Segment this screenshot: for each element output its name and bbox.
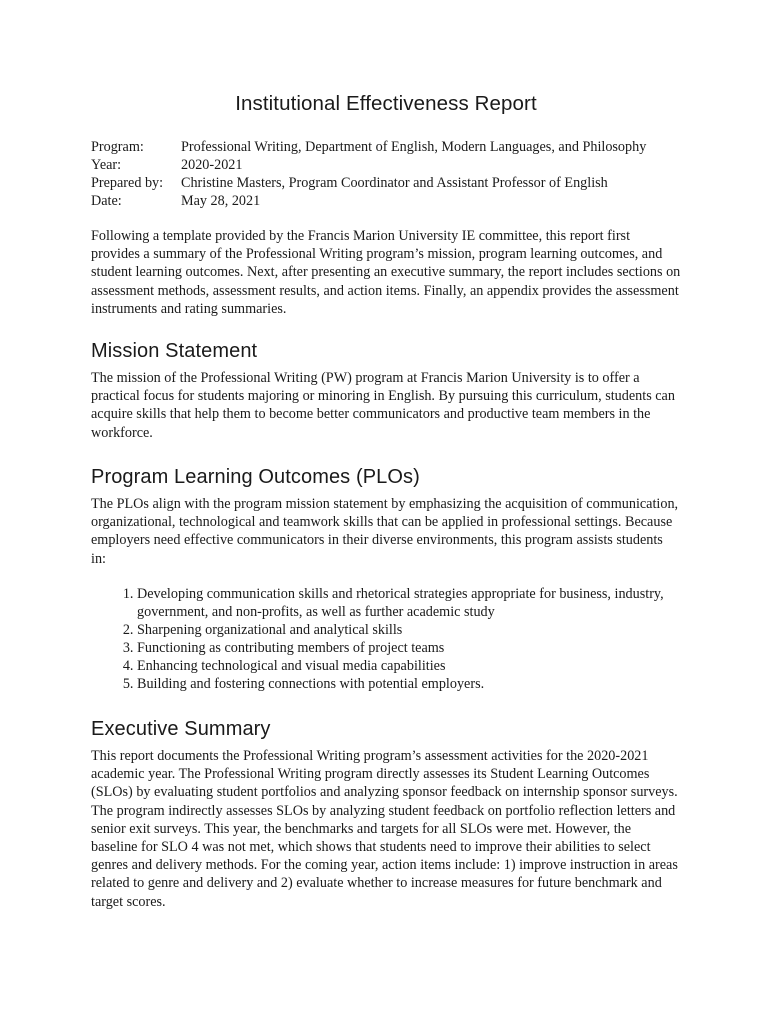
report-metadata xyxy=(91,138,691,210)
summary-paragraph: This report documents the Professional Writing program’s assessment activities for the 2020-2021 academic year. The Professional Writing program directly assesses its Student Learning Outcomes (SLOs) by evaluating student portfolios and analyzing sponsor feedback on internship sponsor surveys. The program indirectly assesses SLOs by analyzing student feedback on portfolio reflection letters and senior exit surveys. This year, the benchmarks and targets for all SLOs were met. However, the baseline for SLO 4 was not met, which shows that students need to improve their abilities to select genres and delivery methods. For the coming year, action items include: 1) improve instruction in areas related to genre and delivery and 2) evaluate whether to increase measures for future benchmark and target scores. xyxy=(91,748,678,910)
intro-section xyxy=(91,227,681,318)
plos-heading: Program Learning Outcomes (PLOs) xyxy=(91,466,420,488)
plos-paragraph: The PLOs align with the program mission statement by emphasizing the acquisition of communication, organizational, technological and teamwork skills that can be applied in professional settings. Because employers need effective communicators in their diverse environments, this program assists students in: xyxy=(91,496,679,567)
meta-label: Prepared by: xyxy=(91,175,164,191)
meta-value: Professional Writing, Department of English, Modern Languages, and Philosophy xyxy=(181,139,647,155)
list-item: 3. Functioning as contributing members of project teams xyxy=(137,639,681,657)
list-item: 1. Developing communication skills and rhetorical strategies appropriate for business, industry, government, and non-profits, as well as further academic study xyxy=(137,585,681,621)
plos-section xyxy=(91,466,681,693)
meta-value: 2020-2021 xyxy=(181,157,243,173)
meta-value: May 28, 2021 xyxy=(181,193,261,209)
meta-label: Program: xyxy=(91,139,144,155)
meta-label: Year: xyxy=(91,157,122,173)
mission-paragraph: The mission of the Professional Writing (PW) program at Francis Marion University is to offer a practical focus for students majoring or minoring in English. By pursuing this curriculum, students can acquire skills that help them to become better communicators and productive team members in the workforce. xyxy=(91,370,675,441)
plo-list xyxy=(91,585,681,693)
summary-heading: Executive Summary xyxy=(91,718,271,740)
meta-row-date xyxy=(91,192,691,210)
meta-row-program xyxy=(91,138,691,156)
report-title: Institutional Effectiveness Report xyxy=(235,92,537,115)
meta-row-year xyxy=(91,156,691,174)
executive-summary-section xyxy=(91,718,681,911)
list-item: 4. Enhancing technological and visual media capabilities xyxy=(137,657,681,675)
mission-section xyxy=(91,340,681,442)
list-item: 2. Sharpening organizational and analytical skills xyxy=(137,621,681,639)
meta-value: Christine Masters, Program Coordinator and Assistant Professor of English xyxy=(181,175,608,191)
meta-row-prepared-by xyxy=(91,174,691,192)
meta-label: Date: xyxy=(91,193,122,209)
list-item: 5. Building and fostering connections with potential employers. xyxy=(137,675,681,693)
intro-paragraph: Following a template provided by the Francis Marion University IE committee, this report first provides a summary of the Professional Writing program’s mission, program learning outcomes, and student learning outcomes. Next, after presenting an executive summary, the report includes sections on assessment methods, assessment results, and action items. Finally, an appendix provides the assessment instruments and rating summaries. xyxy=(91,228,681,317)
mission-heading: Mission Statement xyxy=(91,340,258,362)
